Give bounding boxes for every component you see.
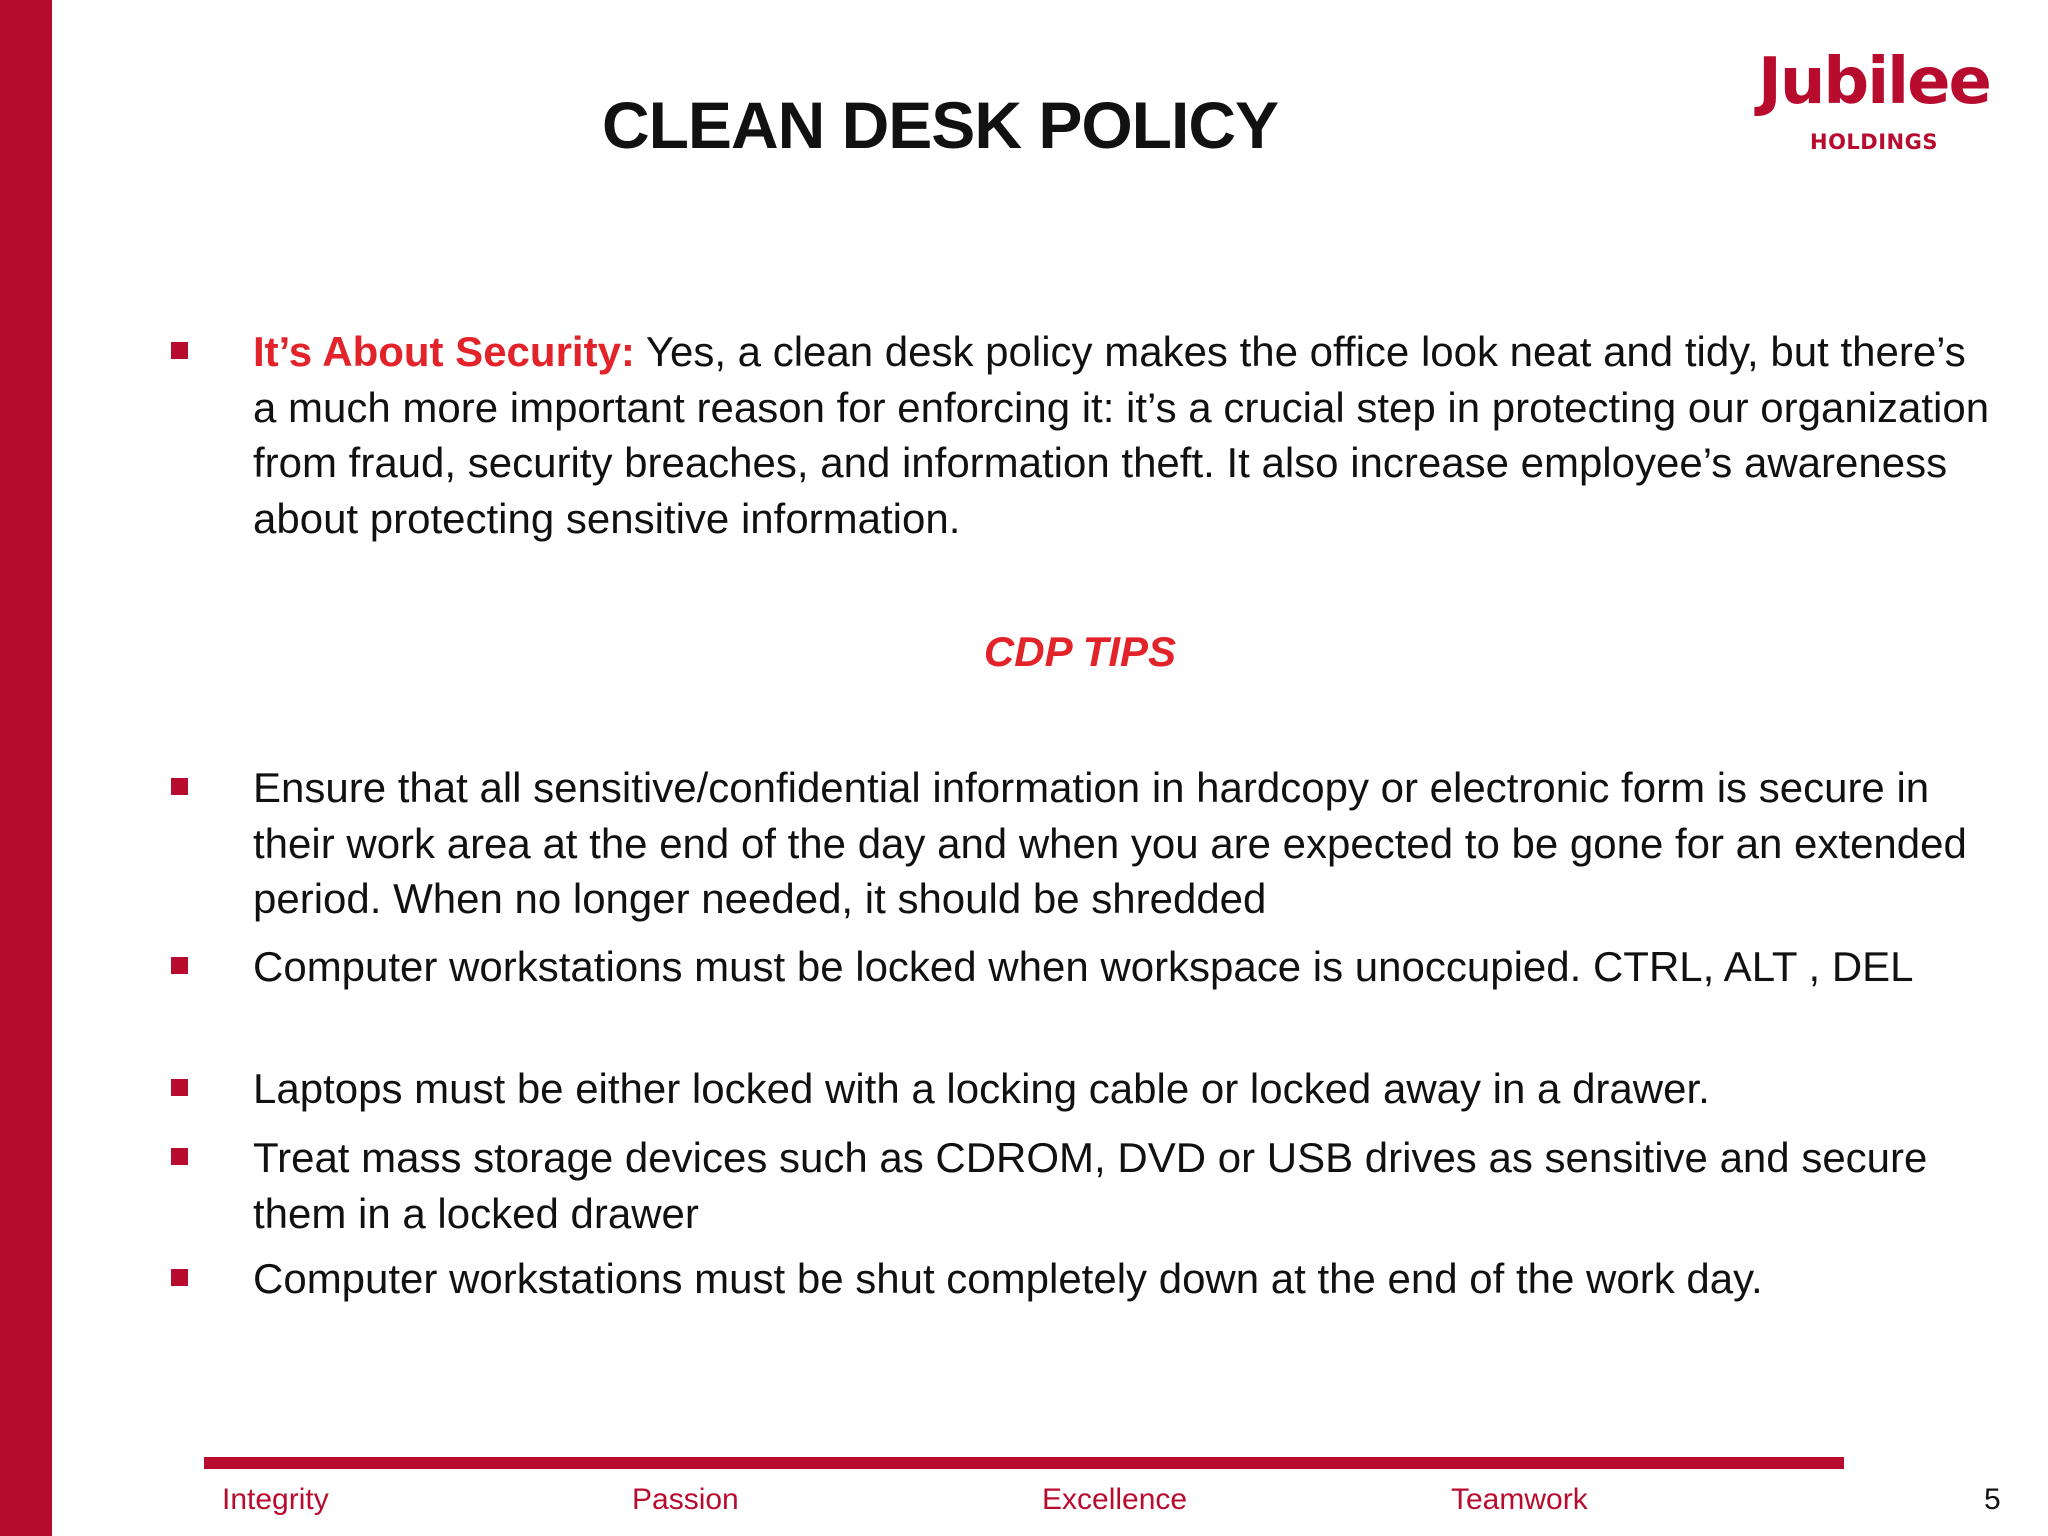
bullet-square-icon xyxy=(171,1269,188,1286)
bullet-square-icon xyxy=(171,1079,188,1096)
slide-title: CLEAN DESK POLICY xyxy=(601,88,1279,162)
logo-wordmark: Jubilee xyxy=(1758,45,1990,119)
tip-text: Ensure that all sensitive/confidential information in hardcopy or electronic form is secure in their work area at the end of the day and when you are expected to be gone for an extended period. When no longer needed, it should be shredded xyxy=(253,764,1967,922)
tip-item xyxy=(253,939,1998,995)
page-number: 5 xyxy=(1984,1483,2001,1516)
bullet-square-icon xyxy=(171,342,188,359)
footer-value-teamwork: Teamwork xyxy=(1451,1483,1588,1516)
tip-item xyxy=(253,1130,1998,1241)
footer-divider xyxy=(204,1457,1844,1469)
bullet-square-icon xyxy=(171,1148,188,1165)
intro-text: Yes, a clean desk policy makes the office look neat and tidy, but there’s a much more important reason for enforcing it: it’s a crucial step in protecting our organization from fraud, security breaches, and information theft. It also increase employee’s awareness about protecting sensitive information. xyxy=(253,328,1990,542)
tip-text: Laptops must be either locked with a locking cable or locked away in a drawer. xyxy=(253,1065,1710,1112)
intro-bullet xyxy=(253,324,1998,546)
bullet-square-icon xyxy=(171,957,188,974)
footer-value-integrity: Integrity xyxy=(222,1483,329,1516)
tip-text: Computer workstations must be shut completely down at the end of the work day. xyxy=(253,1255,1763,1302)
tip-item xyxy=(253,760,1998,927)
bullet-square-icon xyxy=(171,778,188,795)
tip-text: Treat mass storage devices such as CDROM, DVD or USB drives as sensitive and secure them in a locked drawer xyxy=(253,1134,1928,1237)
footer-value-passion: Passion xyxy=(632,1483,739,1516)
tip-item xyxy=(253,1251,1998,1307)
jubilee-holdings-logo xyxy=(1752,44,1992,164)
tips-heading: CDP TIPS xyxy=(983,628,1177,675)
tip-text: Computer workstations must be locked when workspace is unoccupied. CTRL, ALT , DEL xyxy=(253,943,1914,990)
logo-subtitle: HOLDINGS xyxy=(1810,130,1938,154)
left-accent-bar xyxy=(0,0,52,1536)
intro-lead: It’s About Security: xyxy=(253,328,635,375)
tip-item xyxy=(253,1061,1998,1117)
footer-value-excellence: Excellence xyxy=(1042,1483,1188,1516)
